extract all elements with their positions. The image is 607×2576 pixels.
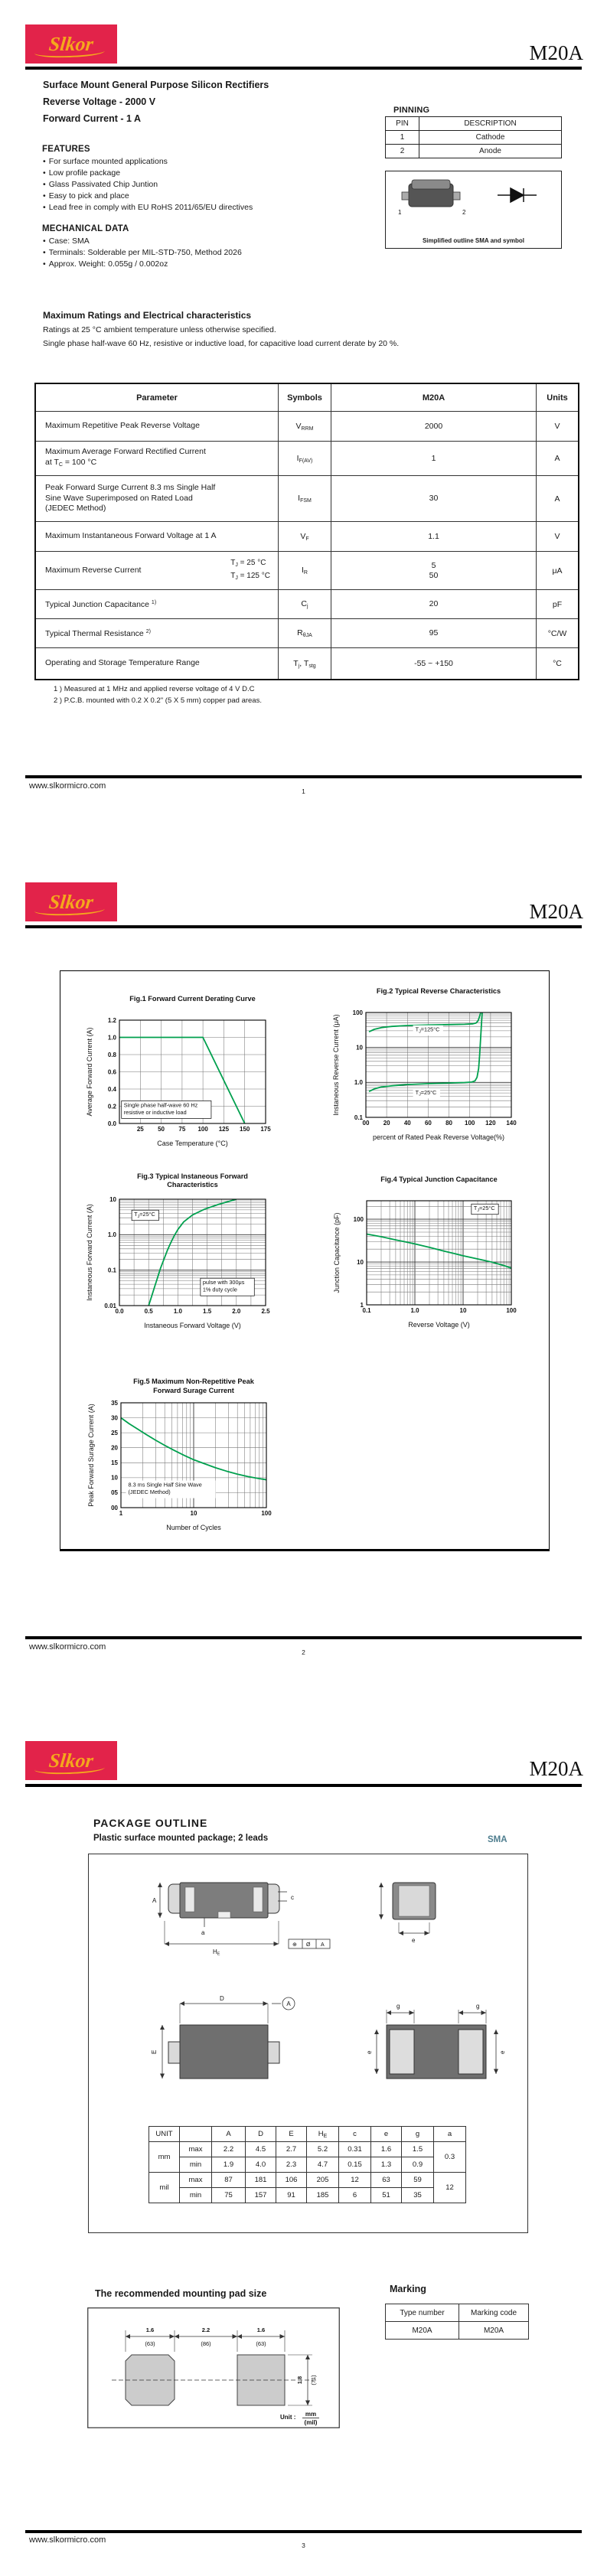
unit-cell: μA [536, 552, 578, 589]
dim-value: 12 [339, 2173, 371, 2188]
svg-text:20: 20 [383, 1120, 390, 1127]
dim-col-header: c [339, 2127, 371, 2142]
ratings-header-row [36, 384, 578, 411]
svg-text:75: 75 [178, 1126, 186, 1133]
pad-dim-3-mm: 1.6 [256, 2327, 266, 2333]
dim-value: 181 [246, 2173, 276, 2188]
svg-text:10: 10 [459, 1307, 467, 1314]
svg-text:40: 40 [403, 1120, 411, 1127]
figure-2 [310, 984, 563, 1152]
svg-text:1: 1 [360, 1301, 364, 1309]
svg-text:8.3 ms Single Half Sine Wave: 8.3 ms Single Half Sine Wave [128, 1481, 202, 1489]
dim-value: 4.5 [246, 2142, 276, 2157]
svg-text:1.5: 1.5 [203, 1308, 212, 1315]
dim-value: 157 [246, 2188, 276, 2203]
dim-value: 185 [307, 2188, 339, 2203]
dim-unit-header: UNIT [149, 2127, 180, 2142]
dim-col-header: A [212, 2127, 246, 2142]
unit-cell: pF [536, 590, 578, 618]
dim-g-label-2: g [476, 2003, 480, 2010]
parameter-cell: Maximum Instantaneous Forward Voltage at 1 A [45, 531, 217, 541]
marking-header-cell: Marking code [459, 2304, 529, 2322]
svg-text:Instaneous Forward Voltage (V): Instaneous Forward Voltage (V) [144, 1322, 241, 1329]
dim-value: 106 [276, 2173, 307, 2188]
dim-HE-label: HE [213, 1948, 220, 1957]
side-view [152, 1883, 330, 1957]
dim-table [148, 2126, 466, 2203]
svg-text:05: 05 [111, 1489, 118, 1497]
unit-cell: V [536, 412, 578, 441]
pinning-row [386, 131, 562, 145]
features-list [43, 156, 295, 214]
svg-text:100: 100 [353, 1215, 364, 1223]
header-rule-p1 [25, 67, 582, 70]
pinning-cell: Cathode [419, 131, 562, 145]
unit-cell: A [536, 442, 578, 475]
mounting-pad-drawing [87, 2307, 340, 2428]
part-number-p2: M20A [529, 900, 583, 923]
dim-min-label: min [180, 2157, 212, 2173]
svg-text:0.2: 0.2 [107, 1103, 116, 1110]
dim-row [149, 2142, 466, 2157]
svg-text:100: 100 [197, 1126, 208, 1133]
svg-text:10: 10 [190, 1510, 197, 1517]
pinning-cell: 1 [386, 131, 419, 145]
svg-text:Fig.1 Forward Current Deratin: Fig.1 Forward Current Derating Curve [129, 995, 256, 1003]
marking-cell: M20A [386, 2322, 459, 2340]
svg-text:1.0: 1.0 [410, 1307, 419, 1314]
dim-a-value: 0.3 [434, 2142, 466, 2173]
dim-a-value: 12 [434, 2173, 466, 2203]
footer-url-p1: www.slkormicro.com [29, 781, 106, 791]
svg-text:Average Forward Current (A): Average Forward Current (A) [86, 1027, 93, 1117]
svg-text:0.8: 0.8 [107, 1051, 116, 1058]
svg-text:0.1: 0.1 [354, 1114, 363, 1121]
svg-text:00: 00 [362, 1120, 370, 1127]
header-rule-p3 [25, 1784, 582, 1787]
dim-max-label: max [180, 2142, 212, 2157]
dim-value: 87 [212, 2173, 246, 2188]
footer-rule-p1 [25, 775, 582, 778]
dim-c-label: c [291, 1894, 294, 1901]
dim-value: 2.3 [276, 2157, 307, 2173]
symbol-cell: $I_{FSM}$ [278, 476, 331, 521]
dim-value: 0.31 [339, 2142, 371, 2157]
symbol-cell: $C_j$ [278, 590, 331, 618]
dim-min-label: min [180, 2188, 212, 2203]
bottom-view [366, 2003, 506, 2079]
svg-text:TJ=125°C: $T_J=125^\circ C$ [415, 1026, 440, 1035]
dim-value: 0.9 [402, 2157, 434, 2173]
svg-text:Characteristics: Characteristics [167, 1181, 218, 1189]
symbol-cell: $I_{F(AV)}$ [278, 442, 331, 475]
svg-text:Instaneous Reverse Current (μ: Instaneous Reverse Current (μA) [332, 1014, 340, 1116]
page-number-p2: 2 [302, 1648, 305, 1656]
svg-text:1.2: 1.2 [107, 1016, 116, 1024]
pad-dim-right-mm: 1.8 [296, 2375, 303, 2385]
parameter-cell: Typical Thermal Resistance $^{2)}$ [45, 629, 151, 639]
svg-text:25: 25 [136, 1126, 144, 1133]
footer-url-p2: www.slkormicro.com [29, 1642, 106, 1652]
svg-text:Fig.3 Typical Instaneous Forw: Fig.3 Typical Instaneous Forward [137, 1172, 248, 1180]
ratings-header-cell: Units [536, 384, 578, 411]
part-number-p1: M20A [529, 41, 583, 64]
dim-e-label-left: e [366, 2050, 373, 2054]
dim-E-label: E [151, 2049, 158, 2054]
headline-3: Forward Current - 1 A [43, 113, 142, 124]
svg-text:0.01: 0.01 [104, 1302, 116, 1309]
dim-col-header: $H_E$ [307, 2127, 339, 2142]
svg-text:10: 10 [357, 1258, 364, 1266]
dim-row [149, 2173, 466, 2188]
dim-value: 59 [402, 2173, 434, 2188]
pinning-cell: Anode [419, 145, 562, 158]
svg-text:100: 100 [465, 1120, 475, 1127]
value-cell: 5 50 [331, 552, 536, 589]
svg-text:Instaneous Forward Current (A): Instaneous Forward Current (A) [86, 1204, 93, 1301]
dim-value: 205 [307, 2173, 339, 2188]
list-item: • Easy to pick and place [43, 191, 295, 202]
parameter-cell: Operating and Storage Temperature Range [45, 658, 200, 668]
dimension-table [148, 2126, 466, 2203]
footnote-2: 2 ) P.C.B. mounted with 0.2 X 0.2" (5 X 5 mm) copper pad areas. [54, 696, 262, 705]
svg-text:50: 50 [158, 1126, 165, 1133]
end-view [381, 1883, 436, 1944]
dim-g-label-1: g [397, 2003, 400, 2010]
pad-heading: The recommended mounting pad size [95, 2288, 267, 2299]
pad-dim-2-mil: (86) [201, 2340, 211, 2347]
svg-text:80: 80 [445, 1120, 453, 1127]
svg-text:1.0: 1.0 [107, 1231, 116, 1239]
pin1-label: 1 [398, 209, 402, 216]
svg-text:1.0: 1.0 [173, 1308, 182, 1315]
header-rule-p2 [25, 925, 582, 928]
svg-text:150: 150 [240, 1126, 250, 1133]
svg-text:1.0: 1.0 [107, 1034, 116, 1042]
list-item: • Approx. Weight: 0.055g / 0.002oz [43, 259, 303, 270]
outline-figure-box [385, 171, 562, 249]
headline-1: Surface Mount General Purpose Silicon Rectifiers [43, 80, 269, 90]
marking-row [386, 2322, 529, 2340]
dim-A-label: A [152, 1897, 157, 1904]
svg-text:10: 10 [109, 1195, 116, 1203]
list-item: • Lead free in comply with EU RoHS 2011/65/EU directives [43, 202, 295, 214]
list-item: • Glass Passivated Chip Juntion [43, 179, 295, 191]
pad-unit-mil: (mil) [304, 2419, 318, 2426]
dim-value: 35 [402, 2188, 434, 2203]
symbol-cell: $T_j$, $T_{stg}$ [278, 648, 331, 679]
ratings-header-cell: M20A [331, 384, 536, 411]
outline-caption: Simplified outline SMA and symbol [422, 237, 525, 244]
unit-cell: V [536, 522, 578, 551]
ratings-row [36, 647, 578, 679]
logo-swoosh-icon-p2 [34, 908, 105, 916]
svg-text:1% duty cycle: 1% duty cycle [202, 1286, 237, 1293]
svg-text:10: 10 [111, 1474, 118, 1482]
marking-header-row [386, 2304, 529, 2322]
svg-text:15: 15 [111, 1459, 118, 1467]
datum-circle-A: A [286, 2000, 291, 2007]
svg-text:2.0: 2.0 [232, 1308, 241, 1315]
ratings-heading: Maximum Ratings and Electrical characteristics [43, 310, 252, 321]
dim-value: 5.2 [307, 2142, 339, 2157]
figure-3 [65, 1169, 318, 1340]
dim-e-label-end: e [412, 1937, 416, 1944]
features-heading: FEATURES [42, 145, 90, 154]
svg-text:0.0: 0.0 [107, 1120, 116, 1127]
logo-swoosh-icon-p3 [34, 1767, 105, 1775]
parameter-cell: Maximum Repetitive Peak Reverse Voltage [45, 421, 200, 431]
pinning-cell: 2 [386, 145, 419, 158]
dim-value: 1.3 [371, 2157, 402, 2173]
dim-value: 91 [276, 2188, 307, 2203]
part-number-p3: M20A [529, 1757, 583, 1780]
dim-col-header: E [276, 2127, 307, 2142]
svg-text:00: 00 [111, 1504, 118, 1511]
dim-value: 1.6 [371, 2142, 402, 2157]
unit-cell: °C [536, 648, 578, 679]
parameter-cell: Maximum Reverse Current $T_J = 25$ °C $T_J = 125$ °C [36, 552, 278, 589]
svg-text:100: 100 [261, 1510, 272, 1517]
brand-logo-p2 [25, 882, 117, 921]
mechanical-heading: MECHANICAL DATA [42, 224, 129, 233]
pinning-table [385, 116, 562, 158]
value-cell: 30 [331, 476, 536, 521]
condition-block: $T_J = 25$ °C $T_J = 125$ °C [230, 558, 270, 581]
footer-rule-p2 [25, 1636, 582, 1639]
pinning-header-row [386, 117, 562, 131]
dim-col-header: e [371, 2127, 402, 2142]
dim-col-header: g [402, 2127, 434, 2142]
symbol-cell: $I_R$ [278, 552, 331, 589]
pad-unit-mm: mm [305, 2411, 317, 2418]
diode-symbol-icon [498, 188, 537, 202]
top-view [151, 1995, 295, 2079]
sma-body-top [412, 180, 450, 189]
parameter-cell: Maximum Average Forward Rectified Current at $T_C = 100$ °C [45, 447, 206, 468]
dim-a-label: a [201, 1929, 205, 1936]
brand-logo-text-p2: Slkor [47, 890, 95, 913]
marking-table [385, 2304, 529, 2340]
logo-swoosh-icon [34, 51, 105, 58]
svg-text:0.0: 0.0 [115, 1308, 124, 1315]
list-item: • For surface mounted applications [43, 156, 295, 168]
dim-col-header: D [246, 2127, 276, 2142]
svg-text:percent of Rated Peak Reverse: percent of Rated Peak Reverse Voltage(%) [372, 1133, 505, 1141]
dim-value: 51 [371, 2188, 402, 2203]
parameter-cell: Typical Junction Capacitance $^{1)}$ [45, 600, 157, 610]
svg-text:100: 100 [352, 1009, 363, 1016]
marking-header-cell: Type number [386, 2304, 459, 2322]
value-cell: 2000 [331, 412, 536, 441]
ratings-row [36, 441, 578, 475]
pad-unit-label: Unit : [280, 2414, 296, 2421]
dim-value: 2.2 [212, 2142, 246, 2157]
ratings-note-2: Single phase half-wave 60 Hz, resistive or inductive load, for capacitive load current derate by 20 %. [43, 339, 400, 348]
sma-pin1-lead [402, 192, 409, 200]
pad-dim-2-mm: 2.2 [201, 2327, 210, 2333]
svg-text:Case Temperature (°C): Case Temperature (°C) [157, 1140, 228, 1147]
svg-text:Fig.4 Typical Junction Capaci: Fig.4 Typical Junction Capacitance [380, 1176, 498, 1183]
dim-D-label: D [220, 1995, 224, 2002]
value-cell: 1 [331, 442, 536, 475]
dim-value: 4.0 [246, 2157, 276, 2173]
pinning-heading: PINNING [393, 106, 430, 115]
svg-text:2.5: 2.5 [261, 1308, 270, 1315]
ratings-row [36, 521, 578, 551]
svg-text:30: 30 [111, 1414, 118, 1422]
svg-text:0.1: 0.1 [107, 1267, 116, 1274]
pad-dim-right-mil: (71) [310, 2375, 317, 2385]
dim-value: 1.5 [402, 2142, 434, 2157]
svg-text:175: 175 [260, 1126, 271, 1133]
marking-cell: M20A [459, 2322, 529, 2340]
datum-symbol-1: ⊕ [292, 1942, 297, 1948]
dim-value: 75 [212, 2188, 246, 2203]
footer-rule-p3 [25, 2530, 582, 2533]
brand-logo-p3 [25, 1741, 117, 1780]
svg-text:(JEDEC Method): (JEDEC Method) [128, 1489, 171, 1496]
package-outline-subheading: Plastic surface mounted package; 2 leads [93, 1834, 269, 1843]
svg-text:20: 20 [111, 1444, 118, 1452]
svg-text:1: 1 [119, 1510, 123, 1517]
ratings-header-cell: Parameter [136, 393, 178, 403]
svg-text:60: 60 [424, 1120, 432, 1127]
svg-text:100: 100 [506, 1307, 517, 1314]
unit-cell: A [536, 476, 578, 521]
mechanical-list [43, 236, 303, 270]
list-item: • Case: SMA [43, 236, 303, 247]
footer-url-p3: www.slkormicro.com [29, 2535, 106, 2545]
svg-text:Single phase half-wave 60 Hz: Single phase half-wave 60 Hz [123, 1101, 198, 1109]
brand-logo-text: Slkor [47, 32, 95, 55]
svg-text:0.5: 0.5 [144, 1308, 153, 1315]
dim-row [149, 2157, 466, 2173]
figure-1 [65, 989, 318, 1155]
dim-value: 2.7 [276, 2142, 307, 2157]
value-cell: 95 [331, 619, 536, 647]
pin2-label: 2 [462, 209, 466, 216]
dim-e-label-right: e [499, 2050, 506, 2054]
pad-dim-1-mm: 1.6 [145, 2327, 155, 2333]
svg-text:0.6: 0.6 [107, 1068, 116, 1076]
ratings-row [36, 411, 578, 441]
pinning-row [386, 145, 562, 158]
headline-2: Reverse Voltage - 2000 V [43, 96, 156, 107]
dim-col-header: a [434, 2127, 466, 2142]
figure-4 [310, 1169, 563, 1337]
page-number-p3: 3 [302, 2542, 305, 2549]
page-number-p1: 1 [302, 787, 305, 795]
symbol-cell: $V_F$ [278, 522, 331, 551]
dim-value: 1.9 [212, 2157, 246, 2173]
value-cell: -55 ~ +150 [331, 648, 536, 679]
svg-text:1.0: 1.0 [354, 1079, 363, 1087]
package-outline-heading: PACKAGE OUTLINE [93, 1817, 208, 1829]
dim-row [149, 2188, 466, 2203]
svg-text:Peak Forward Surage Current (A: Peak Forward Surage Current (A) [87, 1404, 95, 1507]
dim-header-row [149, 2127, 466, 2142]
footnote-1: 1 ) Measured at 1 MHz and applied reverse voltage of 4 V D.C [54, 685, 255, 693]
svg-text:resistive or inductive load: resistive or inductive load [123, 1108, 187, 1116]
symbol-cell: $R_{\theta JA}$ [278, 619, 331, 647]
brand-logo [25, 24, 117, 64]
dim-value: 6 [339, 2188, 371, 2203]
svg-text:Fig.2 Typical Reverse Charact: Fig.2 Typical Reverse Characteristics [376, 987, 501, 995]
ratings-header-cell: Symbols [278, 384, 331, 411]
marking-table-el [385, 2304, 529, 2340]
dim-value: 63 [371, 2173, 402, 2188]
svg-text:Forward Surage Current: Forward Surage Current [153, 1387, 234, 1394]
package-name: SMA [488, 1835, 507, 1844]
svg-text:Reverse Voltage (V): Reverse Voltage (V) [408, 1321, 470, 1329]
ratings-row [36, 475, 578, 521]
pad-dim-3-mil: (63) [256, 2340, 266, 2347]
svg-text:TJ=25°C: $T_J=25^\circ C$ [473, 1205, 495, 1213]
ratings-row [36, 618, 578, 647]
datum-symbol-2: Ø [306, 1942, 311, 1948]
svg-text:Junction Capacitance (pF): Junction Capacitance (pF) [333, 1212, 341, 1293]
sma-pin2-lead [453, 192, 460, 200]
parameter-cell: Peak Forward Surge Current 8.3 ms Single Half Sine Wave Superimposed on Rated Load (JEDEC Method) [45, 483, 216, 514]
value-cell: 1.1 [331, 522, 536, 551]
dim-value: 0.15 [339, 2157, 371, 2173]
symbol-cell: $V_{RRM}$ [278, 412, 331, 441]
ratings-table [34, 383, 579, 680]
svg-text:120: 120 [485, 1120, 496, 1127]
value-cell: 20 [331, 590, 536, 618]
dim-unit-name: mm [149, 2142, 180, 2173]
svg-text:25: 25 [111, 1429, 118, 1436]
svg-text:Fig.5 Maximum Non-Repetitive: Fig.5 Maximum Non-Repetitive Peak [133, 1378, 254, 1385]
figure-5 [65, 1374, 329, 1543]
dim-blank-header [180, 2127, 212, 2142]
list-item: • Terminals: Solderable per MIL-STD-750, Method 2026 [43, 247, 303, 259]
ratings-note-1: Ratings at 25 °C ambient temperature unless otherwise specified. [43, 325, 276, 334]
pinning-header-cell: PIN [386, 117, 419, 131]
svg-text:TJ=25°C: $T_J=25^\circ C$ [134, 1211, 155, 1219]
svg-text:140: 140 [506, 1120, 517, 1127]
ratings-row [36, 589, 578, 618]
svg-text:Number of Cycles: Number of Cycles [166, 1524, 221, 1531]
ratings-row [36, 551, 578, 589]
svg-text:0.1: 0.1 [362, 1307, 371, 1314]
brand-logo-text-p3: Slkor [47, 1749, 95, 1772]
list-item: • Low profile package [43, 168, 295, 179]
svg-text:35: 35 [111, 1399, 118, 1407]
svg-text:125: 125 [218, 1126, 230, 1133]
svg-text:0.4: 0.4 [107, 1085, 116, 1093]
pinning-header-cell: DESCRIPTION [419, 117, 562, 131]
marking-heading: Marking [390, 2284, 426, 2294]
pad-dim-1-mil: (63) [145, 2340, 155, 2347]
sma-outline-drawing [386, 171, 561, 227]
svg-text:pulse with 300μs: pulse with 300μs [202, 1279, 245, 1286]
datum-symbol-A: A [321, 1942, 325, 1948]
svg-text:TJ=25°C: $T_J=25^\circ C$ [415, 1088, 437, 1097]
svg-text:10: 10 [356, 1044, 363, 1052]
dim-max-label: max [180, 2173, 212, 2188]
package-outline-drawing [88, 1854, 528, 2121]
dim-unit-name: mil [149, 2173, 180, 2203]
unit-cell: °C/W [536, 619, 578, 647]
dim-value: 4.7 [307, 2157, 339, 2173]
